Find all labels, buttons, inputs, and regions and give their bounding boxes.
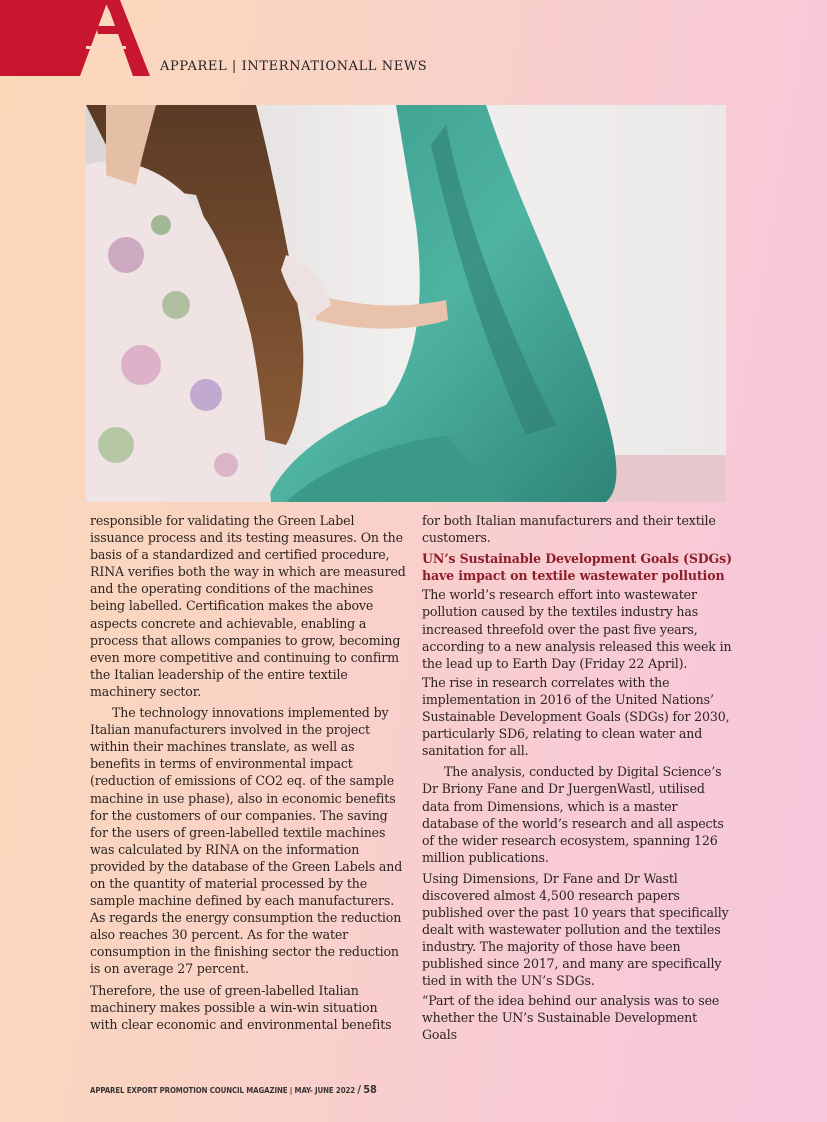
paragraph: The rise in research correlates with the implementation in 2016 of the United Nations’ Sustainable Development Goals (SDGs) for 2030, particularly SD6, relating to clean water and sanitation for all. <box>422 674 730 759</box>
page-number: 58 <box>363 1083 377 1096</box>
article-column-right <box>422 512 734 1043</box>
logo-letter-a-shape <box>96 0 150 76</box>
paragraph: The analysis, conducted by Digital Science’s Dr Briony Fane and Dr JuergenWastl, utilised data from Dimensions, which is a master database of the world’s research and all aspects of the wider research ecosystem, spanning 126 million publications. <box>422 764 724 865</box>
section-subheading: UN’s Sustainable Development Goals (SDGs) have impact on textile wastewater pollution <box>422 551 732 584</box>
photo-woman-teal-fabric-icon <box>86 105 726 502</box>
paragraph: The technology innovations implemented by Italian manufacturers involved in the project within their machines translate, as well as benefits in terms of environmental impact (reduction of emissions of CO2 eq. of the sample machine in use phase), also in economic benefits for the customers of our companies. The saving for the users of green-labelled textile machines was calculated by RINA on the information provided by the database of the Green Labels and on the quantity of material processed by the sample machine defined by each manufacturers. As regards the energy consumption the reduction also reaches 30 percent. As for the water consumption in the finishing sector the reduction is on average 27 percent. <box>90 705 403 977</box>
page-footer <box>90 1083 377 1096</box>
paragraph: Using Dimensions, Dr Fane and Dr Wastl discovered almost 4,500 research papers published over the past 10 years that specifically dealt with wastewater pollution and the textiles industry. The majority of those have been published since 2017, and many are specifically tied in with the UN’s SDGs. <box>422 870 729 989</box>
paragraph: responsible for validating the Green Label issuance process and its testing measures. On the basis of a standardized and certified procedure, RINA verifies both the way in which are measured and the operating conditions of the machines being labelled. Certification makes the above aspects concrete and achievable, enabling a process that allows companies to grow, becoming even more competitive and continuing to confirm the Italian leadership of the entire textile machinery sector. <box>90 513 406 699</box>
paragraph: Therefore, the use of green-labelled Italian machinery makes possible a win-win situation with clear economic and environmental benefits <box>90 982 392 1032</box>
paragraph: “Part of the idea behind our analysis was to see whether the UN’s Sustainable Development Goals <box>422 992 720 1042</box>
paragraph: for both Italian manufacturers and their textile customers. <box>422 513 716 546</box>
logo-crossbar <box>86 46 126 49</box>
logo-red-shape <box>0 0 108 76</box>
footer-separator: / <box>357 1083 361 1096</box>
article-column-left <box>90 512 408 1033</box>
footer-publication: APPAREL EXPORT PROMOTION COUNCIL MAGAZINE | MAY- JUNE 2022 <box>90 1086 356 1095</box>
paragraph: The world’s research effort into wastewater pollution caused by the textiles industry has increased threefold over the past five years, according to a new analysis released this week in the lead up to Earth Day (Friday 22 April). <box>422 587 732 671</box>
hero-image <box>86 105 726 502</box>
magazine-logo <box>0 0 150 76</box>
section-header: APPAREL | INTERNATIONALL NEWS <box>160 59 428 74</box>
